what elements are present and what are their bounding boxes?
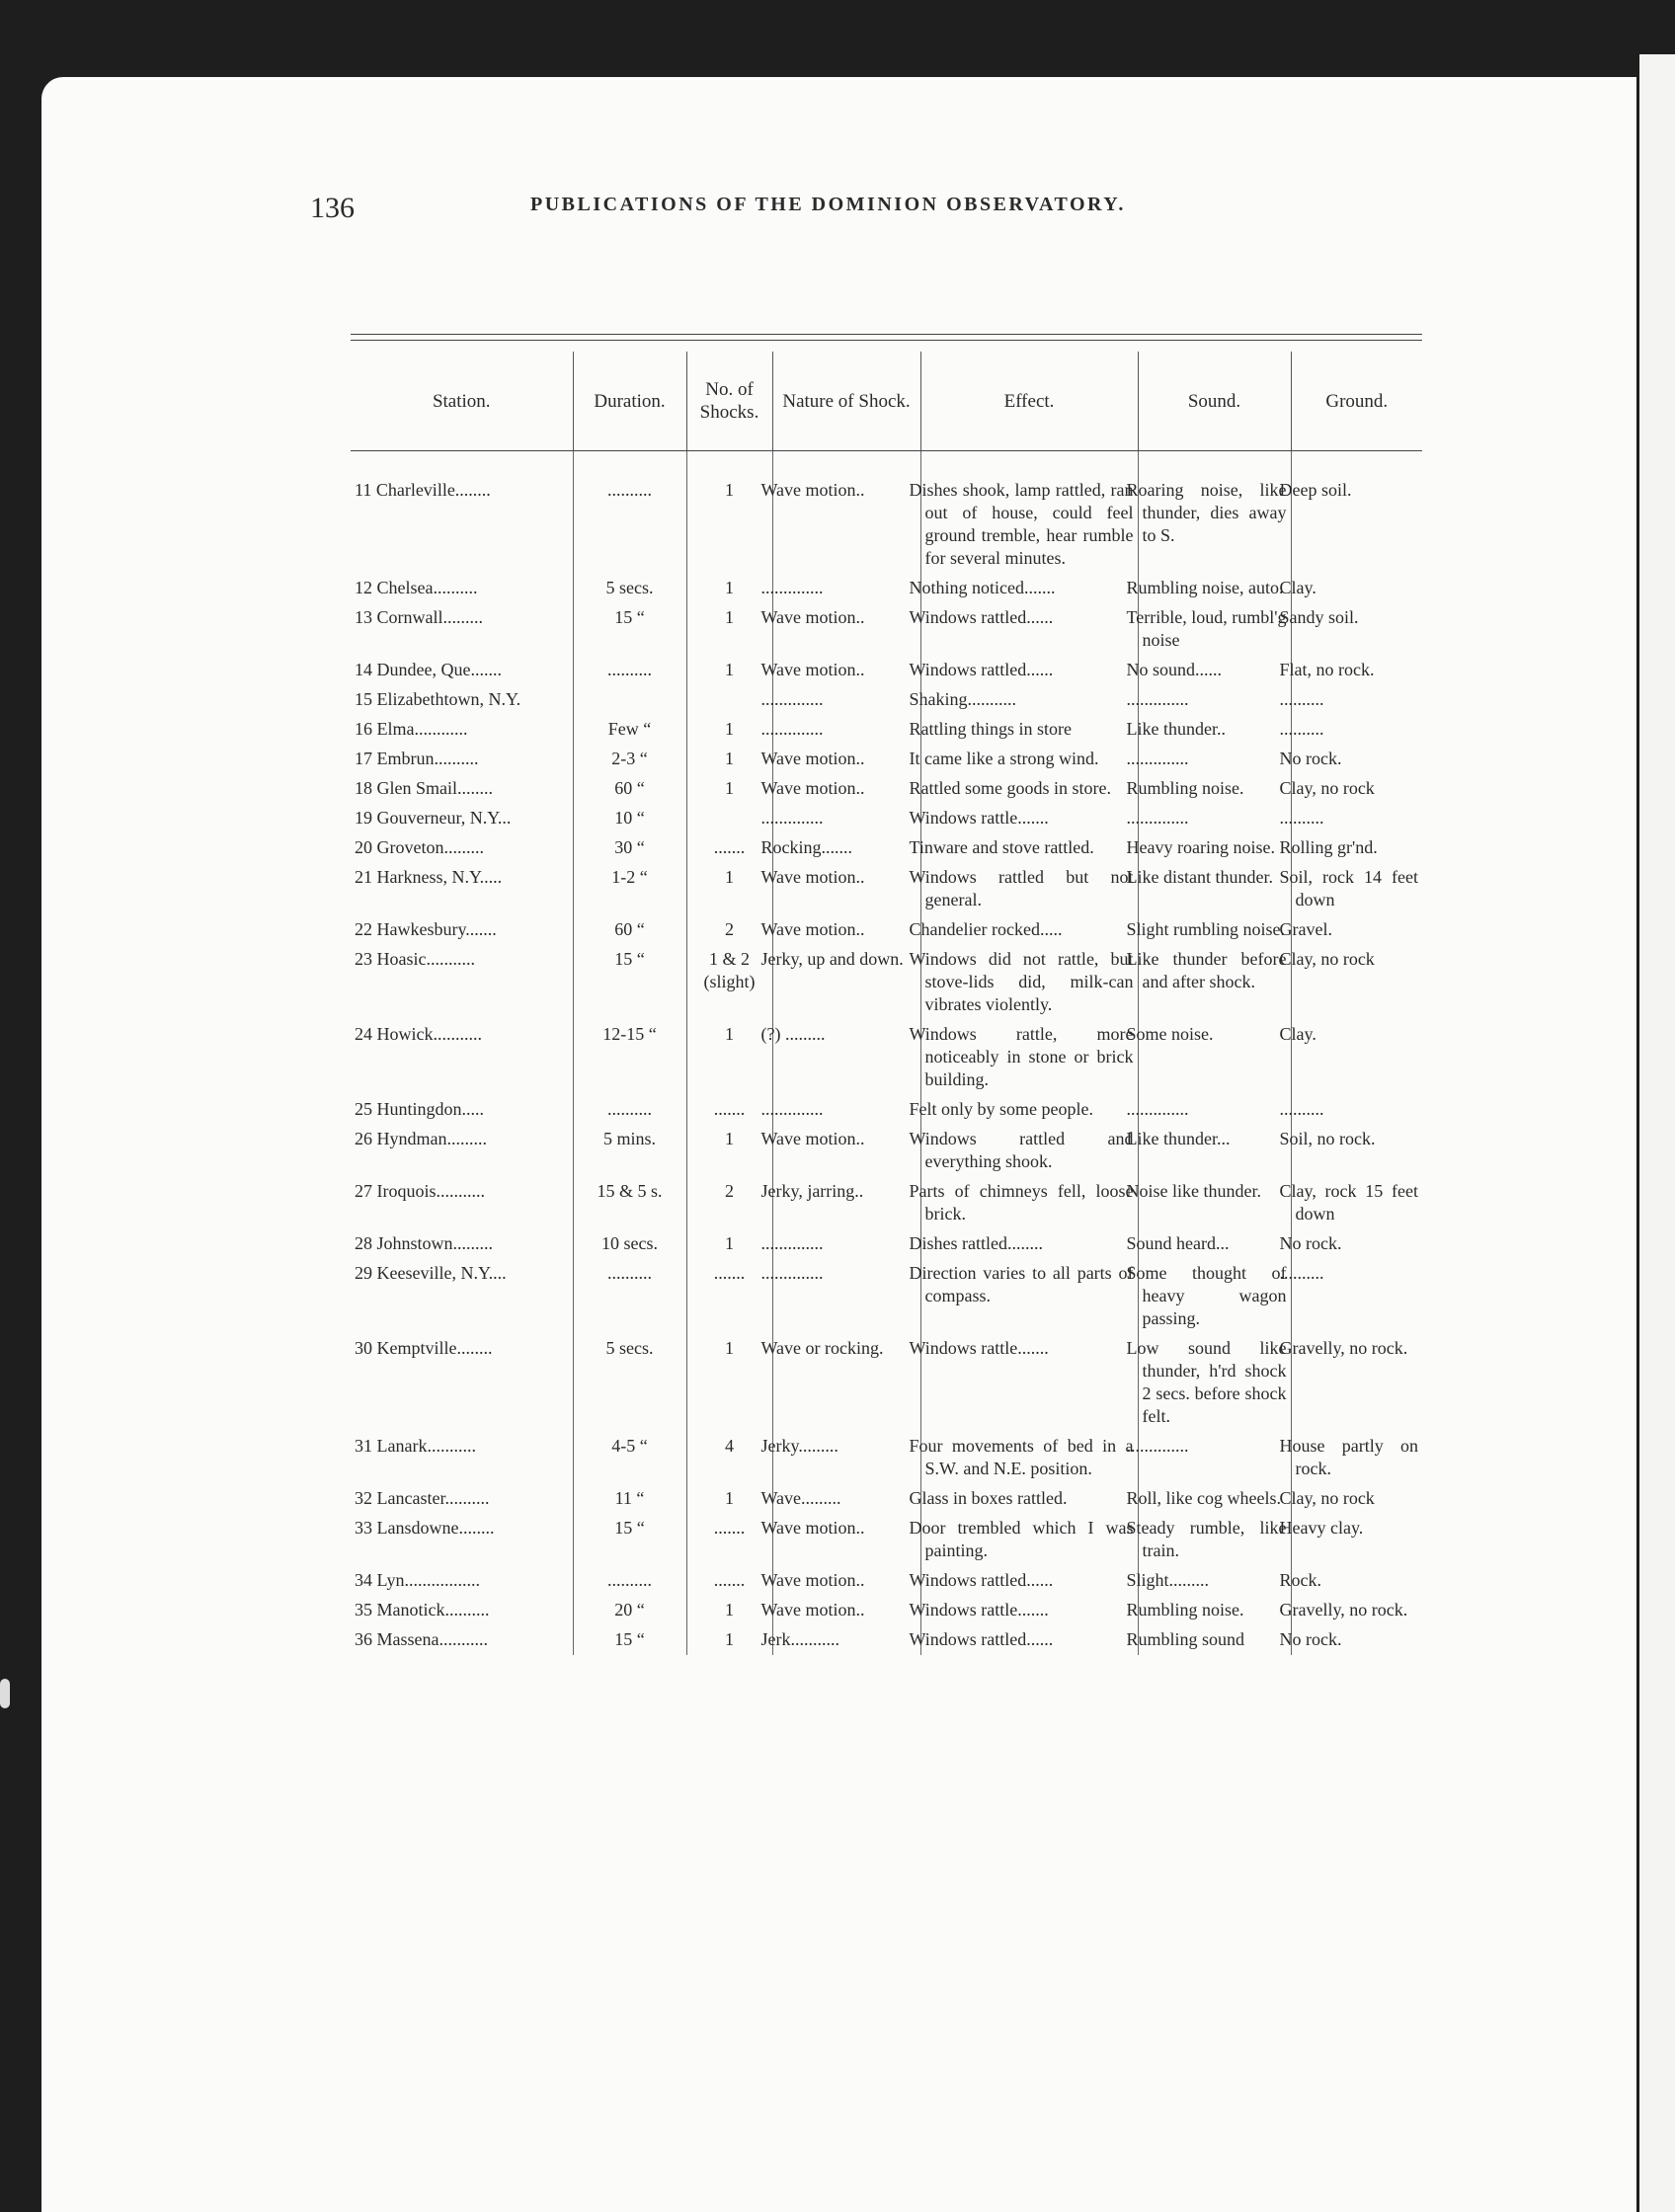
- cell-effect: Windows rattle.......: [920, 1334, 1138, 1432]
- cell-station: 13 Cornwall.........: [355, 607, 483, 627]
- cell-ground: Clay, rock 15 feet down: [1291, 1177, 1422, 1229]
- table-row: [351, 1432, 1422, 1484]
- cell-ground: Clay, no rock: [1291, 1484, 1422, 1514]
- cell-sound: Slight.........: [1138, 1566, 1291, 1596]
- cell-ground: House partly on rock.: [1291, 1432, 1422, 1484]
- cell-station: 21 Harkness, N.Y.....: [355, 867, 503, 887]
- cell-station: 23 Hoasic...........: [355, 949, 475, 969]
- cell-shocks: 2: [686, 1177, 772, 1229]
- cell-shocks: 1: [686, 1229, 772, 1259]
- cell-nature: Jerk...........: [772, 1625, 920, 1655]
- cell-sound: ..............: [1138, 1095, 1291, 1125]
- cell-duration: 10 “: [573, 804, 686, 833]
- cell-nature: ..............: [772, 1095, 920, 1125]
- cell-nature: ..............: [772, 1259, 920, 1334]
- cell-station: 33 Lansdowne........: [355, 1518, 495, 1538]
- cell-station: 34 Lyn.................: [355, 1570, 481, 1590]
- table-row: [351, 1177, 1422, 1229]
- column-header-shocks: No. of Shocks.: [686, 352, 772, 451]
- cell-duration: ..........: [573, 451, 686, 575]
- cell-duration: 1-2 “: [573, 863, 686, 915]
- cell-effect: It came like a strong wind.: [920, 745, 1138, 774]
- column-header-sound: Sound.: [1138, 352, 1291, 451]
- cell-nature: Jerky.........: [772, 1432, 920, 1484]
- cell-shocks: 1: [686, 715, 772, 745]
- cell-nature: ..............: [772, 1229, 920, 1259]
- cell-duration: 15 “: [573, 945, 686, 1020]
- cell-ground: Flat, no rock.: [1291, 656, 1422, 685]
- cell-shocks: 1: [686, 745, 772, 774]
- top-rule-secondary: [351, 340, 1422, 341]
- cell-sound: Roaring noise, like thunder, dies away to S.: [1138, 451, 1291, 575]
- table-header-row: [351, 352, 1422, 451]
- cell-duration: 15 “: [573, 1625, 686, 1655]
- cell-sound: Sound heard...: [1138, 1229, 1291, 1259]
- table-row: [351, 1125, 1422, 1177]
- cell-effect: Windows rattled but not general.: [920, 863, 1138, 915]
- cell-station: 25 Huntingdon.....: [355, 1099, 485, 1119]
- cell-station: 14 Dundee, Que.......: [355, 660, 502, 679]
- cell-station: 28 Johnstown.........: [355, 1233, 494, 1253]
- table-row: [351, 1095, 1422, 1125]
- cell-nature: Rocking.......: [772, 833, 920, 863]
- cell-ground: Clay.: [1291, 1020, 1422, 1095]
- cell-effect: Windows rattle, more noticeably in stone or brick building.: [920, 1020, 1138, 1095]
- cell-sound: Like thunder...: [1138, 1125, 1291, 1177]
- cell-sound: Low sound like thunder, h'rd shock 2 secs. before shock felt.: [1138, 1334, 1291, 1432]
- cell-ground: ..........: [1291, 1259, 1422, 1334]
- cell-station: 18 Glen Smail........: [355, 778, 493, 798]
- cell-ground: ..........: [1291, 685, 1422, 715]
- table-row: [351, 833, 1422, 863]
- cell-shocks: 1: [686, 1484, 772, 1514]
- cell-duration: 2-3 “: [573, 745, 686, 774]
- cell-duration: 15 “: [573, 603, 686, 656]
- cell-ground: Deep soil.: [1291, 451, 1422, 575]
- cell-duration: ..........: [573, 656, 686, 685]
- cell-nature: ..............: [772, 574, 920, 603]
- cell-shocks: .......: [686, 833, 772, 863]
- cell-effect: Windows rattle.......: [920, 1596, 1138, 1625]
- scan-mark: [0, 1679, 10, 1708]
- table-row: [351, 1625, 1422, 1655]
- adjacent-page-edge: [1639, 54, 1675, 2212]
- cell-sound: Some thought of heavy wagon passing.: [1138, 1259, 1291, 1334]
- cell-shocks: 1: [686, 774, 772, 804]
- cell-station: 22 Hawkesbury.......: [355, 919, 497, 939]
- cell-duration: 15 & 5 s.: [573, 1177, 686, 1229]
- cell-station: 32 Lancaster..........: [355, 1488, 490, 1508]
- cell-effect: Dishes shook, lamp rattled, ran out of house, could feel ground tremble, hear rumble for several minutes.: [920, 451, 1138, 575]
- cell-sound: Terrible, loud, rumbl'g noise: [1138, 603, 1291, 656]
- cell-duration: ..........: [573, 1259, 686, 1334]
- cell-duration: [573, 685, 686, 715]
- cell-ground: Gravel.: [1291, 915, 1422, 945]
- cell-nature: Wave motion..: [772, 1514, 920, 1566]
- cell-effect: Four movements of bed in a S.W. and N.E. position.: [920, 1432, 1138, 1484]
- cell-effect: Windows rattled......: [920, 1566, 1138, 1596]
- cell-effect: Parts of chimneys fell, loose brick.: [920, 1177, 1138, 1229]
- cell-station: 11 Charleville........: [355, 480, 491, 500]
- cell-station: 35 Manotick..........: [355, 1600, 490, 1620]
- table-row: [351, 774, 1422, 804]
- cell-station: 31 Lanark...........: [355, 1436, 476, 1456]
- table-row: [351, 574, 1422, 603]
- cell-effect: Nothing noticed.......: [920, 574, 1138, 603]
- cell-ground: No rock.: [1291, 1625, 1422, 1655]
- cell-sound: Like thunder before and after shock.: [1138, 945, 1291, 1020]
- cell-duration: 12-15 “: [573, 1020, 686, 1095]
- cell-ground: Sandy soil.: [1291, 603, 1422, 656]
- cell-shocks: 2: [686, 915, 772, 945]
- cell-duration: ..........: [573, 1566, 686, 1596]
- table-row: [351, 451, 1422, 575]
- cell-nature: ..............: [772, 715, 920, 745]
- cell-shocks: 4: [686, 1432, 772, 1484]
- cell-ground: Clay.: [1291, 574, 1422, 603]
- cell-nature: ..............: [772, 685, 920, 715]
- cell-duration: 60 “: [573, 774, 686, 804]
- cell-duration: 30 “: [573, 833, 686, 863]
- cell-sound: ..............: [1138, 1432, 1291, 1484]
- cell-sound: Heavy roaring noise.: [1138, 833, 1291, 863]
- table-row: [351, 685, 1422, 715]
- cell-nature: (?) .........: [772, 1020, 920, 1095]
- cell-sound: Rumbling sound: [1138, 1625, 1291, 1655]
- column-header-nature: Nature of Shock.: [772, 352, 920, 451]
- table-row: [351, 656, 1422, 685]
- cell-shocks: .......: [686, 1259, 772, 1334]
- cell-station: 24 Howick...........: [355, 1024, 482, 1044]
- cell-sound: Steady rumble, like train.: [1138, 1514, 1291, 1566]
- cell-effect: Windows rattled......: [920, 603, 1138, 656]
- table-row: [351, 1259, 1422, 1334]
- cell-ground: Rock.: [1291, 1566, 1422, 1596]
- table-row: [351, 1484, 1422, 1514]
- cell-ground: Soil, no rock.: [1291, 1125, 1422, 1177]
- cell-effect: Direction varies to all parts of compass.: [920, 1259, 1138, 1334]
- cell-sound: ..............: [1138, 804, 1291, 833]
- cell-station: 16 Elma............: [355, 719, 468, 739]
- cell-sound: ..............: [1138, 745, 1291, 774]
- cell-shocks: 1: [686, 451, 772, 575]
- cell-shocks: 1: [686, 863, 772, 915]
- cell-ground: ..........: [1291, 804, 1422, 833]
- cell-shocks: .......: [686, 1514, 772, 1566]
- cell-shocks: 1: [686, 1334, 772, 1432]
- cell-shocks: .......: [686, 1566, 772, 1596]
- cell-nature: Wave motion..: [772, 863, 920, 915]
- cell-shocks: 1: [686, 656, 772, 685]
- cell-effect: Tinware and stove rattled.: [920, 833, 1138, 863]
- cell-duration: 4-5 “: [573, 1432, 686, 1484]
- page-title: PUBLICATIONS OF THE DOMINION OBSERVATORY.: [530, 194, 1126, 215]
- column-header-station: Station.: [351, 352, 573, 451]
- cell-station: 26 Hyndman.........: [355, 1129, 487, 1148]
- cell-nature: Wave motion..: [772, 915, 920, 945]
- cell-duration: 5 secs.: [573, 1334, 686, 1432]
- table-row: [351, 603, 1422, 656]
- cell-shocks: .......: [686, 1095, 772, 1125]
- cell-sound: Rumbling noise, auto.: [1138, 574, 1291, 603]
- cell-effect: Windows did not rattle, but stove-lids did, milk-can vibrates violently.: [920, 945, 1138, 1020]
- cell-station: 36 Massena...........: [355, 1629, 488, 1649]
- cell-effect: Windows rattle.......: [920, 804, 1138, 833]
- table-row: [351, 915, 1422, 945]
- table-row: [351, 1514, 1422, 1566]
- cell-sound: Some noise.: [1138, 1020, 1291, 1095]
- cell-duration: 20 “: [573, 1596, 686, 1625]
- cell-station: 15 Elizabethtown, N.Y.: [355, 689, 521, 709]
- cell-nature: Wave motion..: [772, 1566, 920, 1596]
- cell-sound: No sound......: [1138, 656, 1291, 685]
- cell-ground: ..........: [1291, 1095, 1422, 1125]
- cell-effect: Door trembled which I was painting.: [920, 1514, 1138, 1566]
- cell-nature: Wave motion..: [772, 745, 920, 774]
- column-header-duration: Duration.: [573, 352, 686, 451]
- cell-sound: Like distant thunder.: [1138, 863, 1291, 915]
- cell-shocks: 1: [686, 1625, 772, 1655]
- cell-sound: Roll, like cog wheels.: [1138, 1484, 1291, 1514]
- cell-effect: Glass in boxes rattled.: [920, 1484, 1138, 1514]
- cell-station: 19 Gouverneur, N.Y...: [355, 808, 512, 828]
- cell-sound: Slight rumbling noise.: [1138, 915, 1291, 945]
- cell-ground: Clay, no rock: [1291, 774, 1422, 804]
- page-number: 136: [310, 192, 355, 224]
- cell-sound: Like thunder..: [1138, 715, 1291, 745]
- cell-station: 20 Groveton.........: [355, 837, 484, 857]
- table-row: [351, 1229, 1422, 1259]
- cell-ground: Gravelly, no rock.: [1291, 1596, 1422, 1625]
- cell-nature: Jerky, up and down.: [772, 945, 920, 1020]
- cell-ground: No rock.: [1291, 1229, 1422, 1259]
- cell-shocks: 1: [686, 1020, 772, 1095]
- cell-duration: 60 “: [573, 915, 686, 945]
- cell-effect: Rattling things in store: [920, 715, 1138, 745]
- cell-station: 27 Iroquois...........: [355, 1181, 485, 1201]
- cell-shocks: 1: [686, 603, 772, 656]
- cell-station: 17 Embrun..........: [355, 749, 479, 768]
- cell-effect: Dishes rattled........: [920, 1229, 1138, 1259]
- top-rule: [351, 334, 1422, 335]
- table-row: [351, 863, 1422, 915]
- cell-effect: Chandelier rocked.....: [920, 915, 1138, 945]
- cell-shocks: [686, 804, 772, 833]
- table-row: [351, 1566, 1422, 1596]
- cell-shocks: [686, 685, 772, 715]
- cell-station: 29 Keeseville, N.Y....: [355, 1263, 507, 1283]
- cell-effect: Rattled some goods in store.: [920, 774, 1138, 804]
- cell-effect: Windows rattled......: [920, 656, 1138, 685]
- cell-ground: Soil, rock 14 feet down: [1291, 863, 1422, 915]
- cell-duration: 15 “: [573, 1514, 686, 1566]
- cell-sound: Rumbling noise.: [1138, 774, 1291, 804]
- cell-shocks: 1: [686, 1125, 772, 1177]
- cell-duration: 5 secs.: [573, 574, 686, 603]
- cell-ground: Clay, no rock: [1291, 945, 1422, 1020]
- table-row: [351, 804, 1422, 833]
- cell-nature: ..............: [772, 804, 920, 833]
- table-row: [351, 1020, 1422, 1095]
- cell-nature: Wave motion..: [772, 656, 920, 685]
- cell-ground: Heavy clay.: [1291, 1514, 1422, 1566]
- table-row: [351, 715, 1422, 745]
- table-row: [351, 745, 1422, 774]
- cell-effect: Felt only by some people.: [920, 1095, 1138, 1125]
- cell-sound: Rumbling noise.: [1138, 1596, 1291, 1625]
- cell-effect: Windows rattled......: [920, 1625, 1138, 1655]
- table-row: [351, 1596, 1422, 1625]
- column-header-ground: Ground.: [1291, 352, 1422, 451]
- cell-nature: Wave.........: [772, 1484, 920, 1514]
- cell-duration: 5 mins.: [573, 1125, 686, 1177]
- cell-ground: ..........: [1291, 715, 1422, 745]
- cell-nature: Wave motion..: [772, 774, 920, 804]
- table-row: [351, 1334, 1422, 1432]
- cell-nature: Wave motion..: [772, 1596, 920, 1625]
- cell-station: 30 Kemptville........: [355, 1338, 493, 1358]
- cell-duration: 11 “: [573, 1484, 686, 1514]
- cell-nature: Wave or rocking.: [772, 1334, 920, 1432]
- cell-nature: Jerky, jarring..: [772, 1177, 920, 1229]
- cell-nature: Wave motion..: [772, 451, 920, 575]
- cell-nature: Wave motion..: [772, 603, 920, 656]
- cell-nature: Wave motion..: [772, 1125, 920, 1177]
- cell-effect: Shaking...........: [920, 685, 1138, 715]
- cell-shocks: 1: [686, 574, 772, 603]
- cell-sound: ..............: [1138, 685, 1291, 715]
- cell-station: 12 Chelsea..........: [355, 578, 478, 597]
- table-row: [351, 945, 1422, 1020]
- cell-ground: Gravelly, no rock.: [1291, 1334, 1422, 1432]
- cell-duration: 10 secs.: [573, 1229, 686, 1259]
- cell-effect: Windows rattled and everything shook.: [920, 1125, 1138, 1177]
- earthquake-reports-table: [351, 352, 1422, 1655]
- cell-ground: No rock.: [1291, 745, 1422, 774]
- cell-shocks: 1 & 2 (slight): [686, 945, 772, 1020]
- cell-duration: Few “: [573, 715, 686, 745]
- cell-sound: Noise like thunder.: [1138, 1177, 1291, 1229]
- cell-ground: Rolling gr'nd.: [1291, 833, 1422, 863]
- column-header-effect: Effect.: [920, 352, 1138, 451]
- cell-shocks: 1: [686, 1596, 772, 1625]
- cell-duration: ..........: [573, 1095, 686, 1125]
